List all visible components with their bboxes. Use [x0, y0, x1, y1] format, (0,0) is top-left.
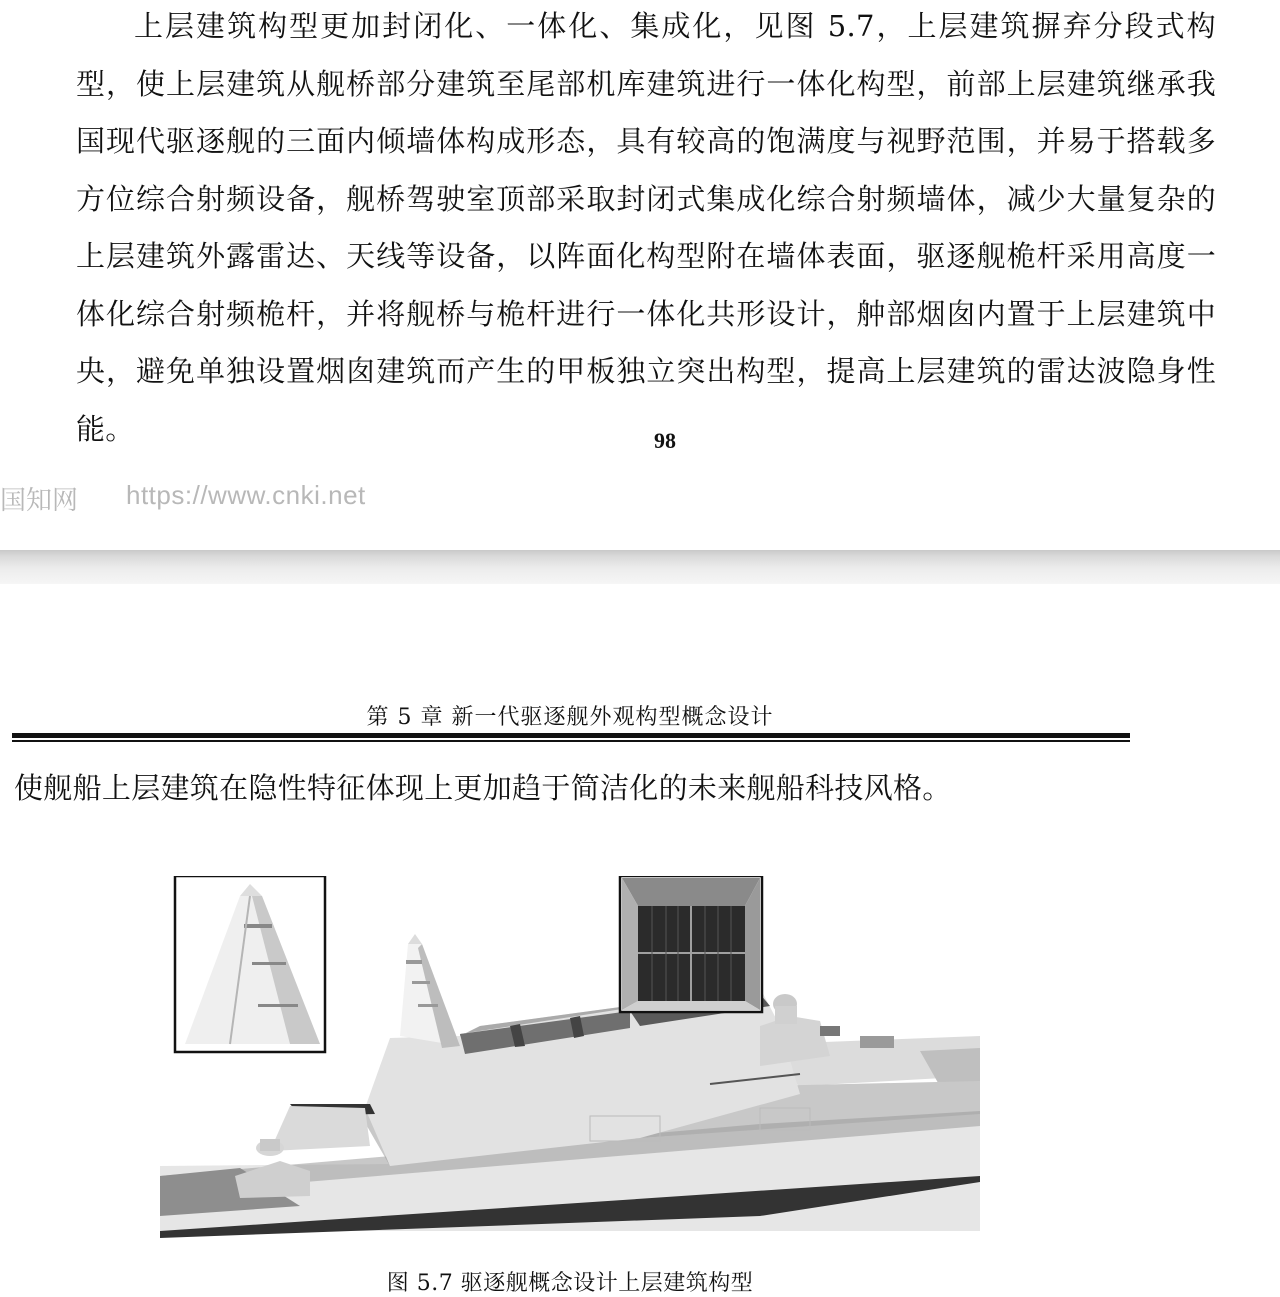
watermark-site-name: 国知网	[0, 486, 79, 516]
document-page-98	[0, 0, 1280, 550]
page-separator	[0, 550, 1280, 584]
figure-caption: 图 5.7 驱逐舰概念设计上层建筑构型	[386, 1271, 754, 1296]
figure-5-7-destroyer-render	[160, 876, 1000, 1246]
page-number: 98	[654, 428, 676, 453]
body-paragraph: 上层建筑构型更加封闭化、一体化、集成化，见图 5.7，上层建筑摒弃分段式构型，使上层建筑从舰桥部分建筑至尾部机库建筑进行一体化构型，前部上层建筑继承我国现代驱逐舰的三面内倾墙体构成形态，具有较高的饱满度与视野范围，并易于搭载多方位综合射频设备，舰桥驾驶室顶部采取封闭式集成化综合射频墙体，减少大量复杂的上层建筑外露雷达、天线等设备，以阵面化构型附在墙体表面，驱逐舰桅杆采用高度一体化综合射频桅杆，并将舰桥与桅杆进行一体化共形设计，舯部烟囱内置于上层建筑中央，避免单独设置烟囱建筑而产生的甲板独立突出构型，提高上层建筑的雷达波隐身性能。	[76, 9, 1216, 446]
document-page-99	[0, 584, 1280, 1297]
running-header: 第 5 章 新一代驱逐舰外观构型概念设计	[366, 705, 774, 730]
header-rule-thin	[12, 740, 1130, 742]
body-paragraph-continued: 使舰船上层建筑在隐性特征体现上更加趋于简洁化的未来舰船科技风格。	[14, 771, 952, 805]
watermark-url: https://www.cnki.net	[126, 480, 366, 510]
header-rule-thick	[12, 733, 1130, 738]
